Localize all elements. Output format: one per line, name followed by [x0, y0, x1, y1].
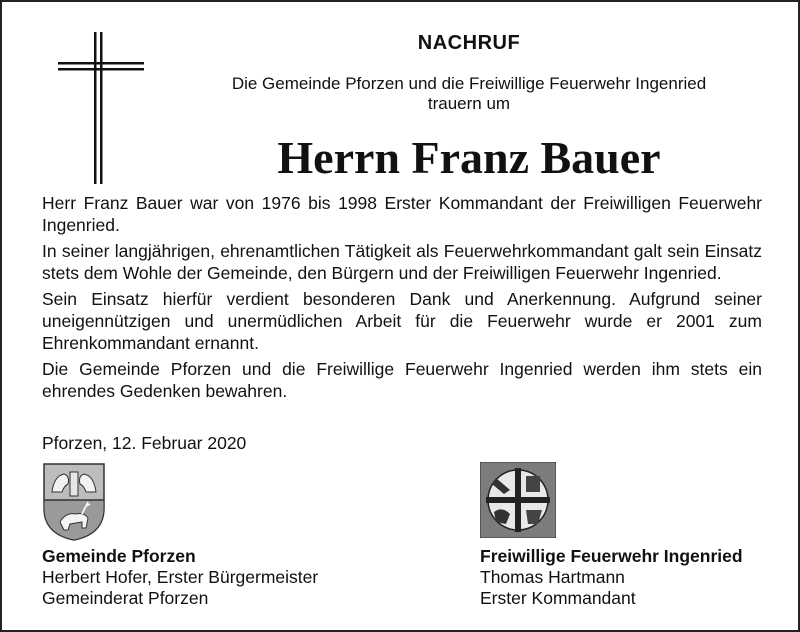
- notice-heading: NACHRUF: [417, 32, 521, 54]
- coat-of-arms-icon: [42, 462, 106, 542]
- signature-pforzen: [42, 546, 318, 609]
- obituary-body: [42, 192, 762, 406]
- fire-brigade-logo-icon: [480, 462, 556, 538]
- paragraph: Sein Einsatz hierfür verdient besonderen Dank und Anerkennung. Aufgrund seiner uneigennützigen und unermüdlichen Arbeit für die Feuerwehr wurde er 2001 zum Ehrenkommandant ernannt.: [42, 289, 762, 353]
- signature-line: Erster Kommandant: [480, 588, 636, 608]
- cross-icon: [58, 32, 148, 184]
- deceased-name: Herrn Franz Bauer: [277, 132, 661, 183]
- signature-line: Thomas Hartmann: [480, 567, 625, 587]
- paragraph: In seiner langjährigen, ehrenamtlichen Tätigkeit als Feuerwehrkommandant galt sein Einsatz stets dem Wohle der Gemeinde, den Bürgern und der Freiwilligen Feuerwehr Ingenried.: [42, 241, 762, 283]
- signature-line: Herbert Hofer, Erster Bürgermeister: [42, 567, 319, 587]
- signature-line: Gemeinderat Pforzen: [42, 588, 209, 608]
- paragraph: Herr Franz Bauer war von 1976 bis 1998 Erster Kommandant der Freiwilligen Feuerwehr Ingenried.: [42, 193, 762, 235]
- signature-org: Freiwillige Feuerwehr Ingenried: [480, 546, 743, 566]
- intro-line-2: trauern um: [427, 94, 511, 113]
- place-date: Pforzen, 12. Februar 2020: [42, 433, 247, 453]
- signature-org: Gemeinde Pforzen: [42, 546, 196, 566]
- intro-text: [182, 74, 756, 114]
- intro-line-1: Die Gemeinde Pforzen und die Freiwillige Feuerwehr Ingenried: [231, 74, 707, 93]
- paragraph: Die Gemeinde Pforzen und die Freiwillige Feuerwehr Ingenried werden ihm stets ein ehrendes Gedenken bewahren.: [42, 359, 762, 401]
- signature-feuerwehr: [480, 546, 743, 609]
